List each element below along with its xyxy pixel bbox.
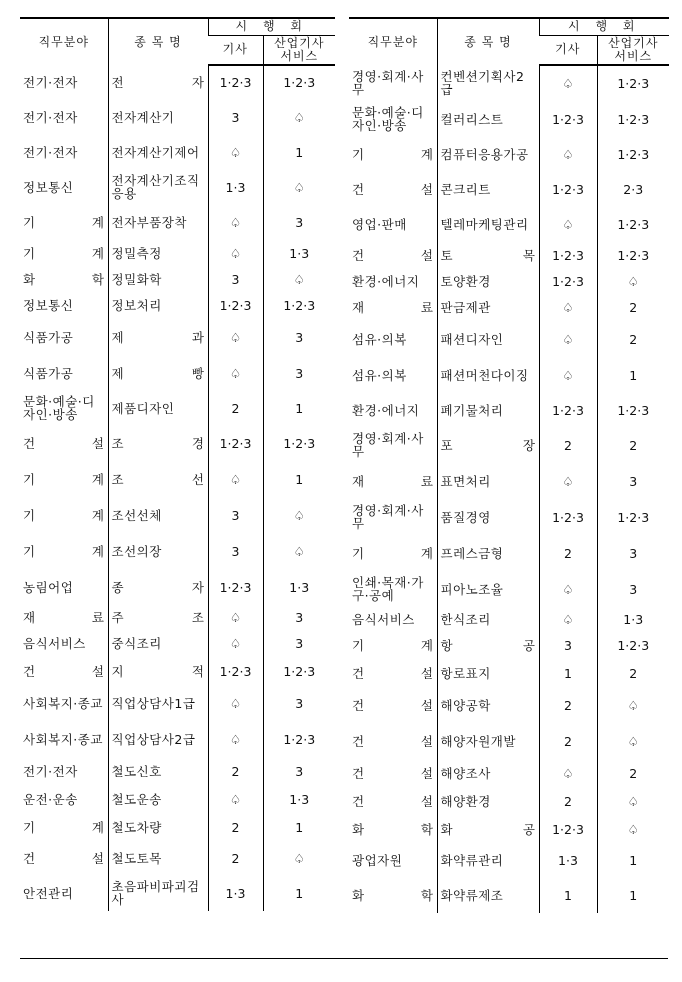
item-cell: 컬러리스트: [437, 101, 539, 137]
field-cell: 전기·전자: [23, 763, 78, 779]
industrial-cell: 1: [263, 391, 335, 425]
engineer-cell: 1: [539, 659, 597, 687]
item-cell: 화 공: [437, 815, 539, 843]
header-field: 직무분야: [349, 18, 437, 65]
item-cell: 조선의장: [108, 533, 208, 569]
field-cell: 문화·예술·디자인·방송: [352, 105, 424, 133]
engineer-cell: 1·3: [208, 169, 263, 205]
header-industrial: 산업기사 서비스: [263, 35, 335, 65]
industrial-cell: ♤: [597, 269, 669, 293]
item-cell: 품질경영: [437, 499, 539, 535]
field-cell: 재 료: [23, 609, 105, 625]
item-cell: 제 빵: [108, 355, 208, 391]
field-cell: 기 계: [23, 819, 105, 835]
table-row: [20, 721, 335, 757]
engineer-cell: ♤: [208, 355, 263, 391]
industrial-cell: 1·3: [597, 607, 669, 631]
field-cell: 경영·회계·사무: [352, 69, 424, 97]
table-row: [349, 499, 669, 535]
header-exam-group: 시 행 회: [208, 18, 335, 35]
field-cell: 농림어업: [23, 579, 74, 595]
engineer-cell: 1·2·3: [539, 393, 597, 427]
item-cell: 컴퓨터응용가공: [437, 137, 539, 171]
engineer-cell: 2: [208, 757, 263, 785]
table-row: [20, 135, 335, 169]
field-cell: 사회복지·종교: [23, 695, 103, 711]
engineer-cell: 3: [208, 533, 263, 569]
item-cell: 지 적: [108, 657, 208, 685]
table-row: [349, 65, 669, 101]
item-cell: 포 장: [437, 427, 539, 463]
engineer-cell: 2: [539, 787, 597, 815]
table-row: [20, 497, 335, 533]
engineer-cell: 3: [208, 99, 263, 135]
industrial-cell: 3: [597, 571, 669, 607]
table-row: [349, 101, 669, 137]
table-row: [20, 629, 335, 657]
header-item: 종 목 명: [108, 18, 208, 65]
header-field: 직무분야: [20, 18, 108, 65]
item-cell: 초음파비파괴검사: [108, 875, 208, 911]
industrial-cell: 3: [263, 605, 335, 629]
table-row: [349, 571, 669, 607]
item-cell: 한식조리: [437, 607, 539, 631]
header-engineer: 기사: [208, 35, 263, 65]
item-cell: 프레스금형: [437, 535, 539, 571]
engineer-cell: 2: [539, 427, 597, 463]
item-cell: 철도차량: [108, 813, 208, 841]
item-cell: 직업상담사1급: [108, 685, 208, 721]
industrial-cell: 1·2·3: [597, 393, 669, 427]
item-cell: 콘크리트: [437, 171, 539, 207]
industrial-cell: 1·3: [263, 785, 335, 813]
item-cell: 표면처리: [437, 463, 539, 499]
item-cell: 조 경: [108, 425, 208, 461]
field-cell: 건 설: [23, 850, 105, 866]
item-cell: 토양환경: [437, 269, 539, 293]
engineer-cell: ♤: [208, 605, 263, 629]
item-cell: 항 공: [437, 631, 539, 659]
table-row: [349, 357, 669, 393]
industrial-cell: ♤: [263, 497, 335, 533]
industrial-cell: 1·2·3: [597, 241, 669, 269]
engineer-cell: 1·2·3: [539, 815, 597, 843]
industrial-cell: 1: [263, 813, 335, 841]
engineer-cell: 1·2·3: [208, 425, 263, 461]
engineer-cell: ♤: [208, 721, 263, 757]
engineer-cell: ♤: [539, 137, 597, 171]
field-cell: 기 계: [352, 637, 434, 653]
engineer-cell: 1·2·3: [539, 241, 597, 269]
industrial-cell: 1·2·3: [597, 207, 669, 241]
table-row: [20, 169, 335, 205]
engineer-cell: 2: [539, 723, 597, 759]
table-row: [349, 241, 669, 269]
table-row: [349, 293, 669, 321]
field-cell: 전기·전자: [23, 74, 78, 90]
table-row: [20, 605, 335, 629]
table-row: [349, 137, 669, 171]
field-cell: 건 설: [352, 733, 434, 749]
engineer-cell: ♤: [539, 607, 597, 631]
table-row: [349, 815, 669, 843]
industrial-cell: 1: [263, 135, 335, 169]
industrial-cell: 1·2·3: [597, 137, 669, 171]
table-row: [20, 813, 335, 841]
table-row: [20, 685, 335, 721]
field-cell: 운전·운송: [23, 791, 78, 807]
item-cell: 패션디자인: [437, 321, 539, 357]
field-cell: 건 설: [23, 435, 105, 451]
engineer-cell: ♤: [539, 65, 597, 101]
table-row: [349, 631, 669, 659]
table-row: [349, 393, 669, 427]
table-row: [20, 99, 335, 135]
engineer-cell: ♤: [539, 463, 597, 499]
industrial-cell: ♤: [263, 99, 335, 135]
field-cell: 식품가공: [23, 365, 74, 381]
engineer-cell: 1·3: [208, 875, 263, 911]
field-cell: 환경·에너지: [352, 402, 420, 418]
engineer-cell: 1·2·3: [208, 291, 263, 319]
table-row: [349, 463, 669, 499]
engineer-cell: 1·2·3: [208, 569, 263, 605]
engineer-cell: 1·2·3: [539, 499, 597, 535]
header-engineer: 기사: [539, 35, 597, 65]
engineer-cell: ♤: [539, 357, 597, 393]
engineer-cell: 3: [539, 631, 597, 659]
industrial-cell: 1·2·3: [597, 101, 669, 137]
item-cell: 정밀화학: [108, 267, 208, 291]
engineer-cell: ♤: [208, 239, 263, 267]
table-row: [349, 269, 669, 293]
engineer-cell: ♤: [208, 135, 263, 169]
table-row: [349, 687, 669, 723]
table-row: [20, 841, 335, 875]
engineer-cell: 1·2·3: [539, 171, 597, 207]
industrial-cell: ♤: [263, 267, 335, 291]
header-industrial: 산업기사 서비스: [597, 35, 669, 65]
engineer-cell: ♤: [208, 685, 263, 721]
item-cell: 패션머천다이징: [437, 357, 539, 393]
item-cell: 토 목: [437, 241, 539, 269]
engineer-cell: 1·2·3: [539, 101, 597, 137]
item-cell: 제 과: [108, 319, 208, 355]
industrial-cell: 1·2·3: [263, 291, 335, 319]
table-row: [349, 659, 669, 687]
table-row: [20, 569, 335, 605]
industrial-cell: 3: [597, 463, 669, 499]
table-row: [20, 785, 335, 813]
field-cell: 기 계: [23, 543, 105, 559]
engineer-cell: ♤: [539, 293, 597, 321]
item-cell: 직업상담사2급: [108, 721, 208, 757]
industrial-cell: 2: [597, 293, 669, 321]
field-cell: 화 학: [352, 887, 434, 903]
field-cell: 기 계: [23, 245, 105, 261]
item-cell: 철도신호: [108, 757, 208, 785]
item-cell: 조선선체: [108, 497, 208, 533]
field-cell: 섬유·의복: [352, 331, 407, 347]
field-cell: 음식서비스: [352, 611, 415, 627]
field-cell: 기 계: [23, 507, 105, 523]
engineer-cell: ♤: [208, 319, 263, 355]
field-cell: 경영·회계·사무: [352, 431, 424, 459]
engineer-cell: 3: [208, 267, 263, 291]
item-cell: 주 조: [108, 605, 208, 629]
industrial-cell: 1·3: [263, 239, 335, 267]
engineer-cell: ♤: [208, 785, 263, 813]
industrial-cell: ♤: [263, 533, 335, 569]
item-cell: 판금제관: [437, 293, 539, 321]
industrial-cell: ♤: [597, 687, 669, 723]
item-cell: 전 자: [108, 65, 208, 99]
industrial-cell: ♤: [597, 787, 669, 815]
field-cell: 기 계: [23, 214, 105, 230]
bottom-rule: [20, 958, 668, 959]
item-cell: 정보처리: [108, 291, 208, 319]
engineer-cell: 3: [208, 497, 263, 533]
industrial-cell: 2: [597, 321, 669, 357]
industrial-cell: ♤: [597, 815, 669, 843]
item-cell: 철도토목: [108, 841, 208, 875]
table-row: [20, 461, 335, 497]
industrial-cell: 1·3: [263, 569, 335, 605]
table-row: [349, 723, 669, 759]
table-row: [349, 843, 669, 877]
header-exam-group: 시 행 회: [539, 18, 669, 35]
engineer-cell: 1: [539, 877, 597, 913]
field-cell: 광업자원: [352, 852, 403, 868]
engineer-cell: 2: [208, 391, 263, 425]
industrial-cell: ♤: [597, 723, 669, 759]
field-cell: 기 계: [352, 545, 434, 561]
table-row: [20, 355, 335, 391]
field-cell: 영업·판매: [352, 216, 407, 232]
industrial-cell: ♤: [263, 169, 335, 205]
industrial-cell: 1: [263, 461, 335, 497]
table-row: [20, 291, 335, 319]
engineer-cell: ♤: [539, 321, 597, 357]
field-cell: 환경·에너지: [352, 273, 420, 289]
engineer-cell: 2: [208, 841, 263, 875]
field-cell: 재 료: [352, 299, 434, 315]
header-item: 종 목 명: [437, 18, 539, 65]
field-cell: 화 학: [23, 271, 105, 287]
field-cell: 건 설: [352, 247, 434, 263]
industrial-cell: 2·3: [597, 171, 669, 207]
left-exam-table: [20, 17, 335, 911]
field-cell: 전기·전자: [23, 144, 78, 160]
industrial-cell: 1: [597, 843, 669, 877]
item-cell: 피아노조율: [437, 571, 539, 607]
industrial-cell: 2: [597, 427, 669, 463]
table-row: [20, 533, 335, 569]
industrial-cell: 1·2·3: [597, 499, 669, 535]
table-row: [20, 391, 335, 425]
table-row: [349, 787, 669, 815]
field-cell: 건 설: [352, 665, 434, 681]
engineer-cell: 2: [539, 535, 597, 571]
table-row: [349, 427, 669, 463]
table-row: [349, 321, 669, 357]
engineer-cell: 1·2·3: [539, 269, 597, 293]
item-cell: 해양공학: [437, 687, 539, 723]
item-cell: 전자부품장착: [108, 205, 208, 239]
engineer-cell: ♤: [208, 205, 263, 239]
item-cell: 텔레마케팅관리: [437, 207, 539, 241]
industrial-cell: 2: [597, 759, 669, 787]
field-cell: 정보통신: [23, 297, 74, 313]
item-cell: 항로표지: [437, 659, 539, 687]
industrial-cell: 1: [263, 875, 335, 911]
item-cell: 종 자: [108, 569, 208, 605]
industrial-cell: 1·2·3: [263, 721, 335, 757]
field-cell: 화 학: [352, 821, 434, 837]
industrial-cell: 1: [597, 357, 669, 393]
industrial-cell: 3: [263, 355, 335, 391]
table-row: [20, 657, 335, 685]
field-cell: 식품가공: [23, 329, 74, 345]
field-cell: 사회복지·종교: [23, 731, 103, 747]
field-cell: 기 계: [23, 471, 105, 487]
table-row: [20, 319, 335, 355]
industrial-cell: 3: [263, 685, 335, 721]
industrial-cell: 2: [597, 659, 669, 687]
engineer-cell: 2: [208, 813, 263, 841]
field-cell: 건 설: [352, 765, 434, 781]
engineer-cell: ♤: [539, 759, 597, 787]
item-cell: 철도운송: [108, 785, 208, 813]
engineer-cell: 1·2·3: [208, 65, 263, 99]
table-row: [349, 535, 669, 571]
industrial-cell: 3: [263, 757, 335, 785]
table-row: [20, 875, 335, 911]
industrial-cell: 1·2·3: [263, 65, 335, 99]
table-row: [20, 267, 335, 291]
item-cell: 폐기물처리: [437, 393, 539, 427]
engineer-cell: 2: [539, 687, 597, 723]
industrial-cell: 3: [597, 535, 669, 571]
right-exam-table: [349, 17, 669, 913]
table-row: [20, 239, 335, 267]
industrial-cell: 3: [263, 319, 335, 355]
table-row: [349, 877, 669, 913]
field-cell: 경영·회계·사무: [352, 503, 424, 531]
item-cell: 조 선: [108, 461, 208, 497]
industrial-cell: 1: [597, 877, 669, 913]
table-row: [349, 759, 669, 787]
item-cell: 화약류관리: [437, 843, 539, 877]
engineer-cell: ♤: [539, 207, 597, 241]
field-cell: 안전관리: [23, 885, 74, 901]
item-cell: 해양환경: [437, 787, 539, 815]
item-cell: 중식조리: [108, 629, 208, 657]
item-cell: 해양조사: [437, 759, 539, 787]
field-cell: 건 설: [23, 663, 105, 679]
field-cell: 재 료: [352, 473, 434, 489]
table-row: [20, 65, 335, 99]
item-cell: 제품디자인: [108, 391, 208, 425]
item-cell: 해양자원개발: [437, 723, 539, 759]
industrial-cell: 1·2·3: [597, 65, 669, 101]
engineer-cell: ♤: [208, 461, 263, 497]
field-cell: 건 설: [352, 181, 434, 197]
industrial-cell: ♤: [263, 841, 335, 875]
item-cell: 화약류제조: [437, 877, 539, 913]
table-row: [20, 425, 335, 461]
item-cell: 컨벤션기획사2급: [437, 65, 539, 101]
item-cell: 정밀측정: [108, 239, 208, 267]
field-cell: 기 계: [352, 146, 434, 162]
engineer-cell: 1·3: [539, 843, 597, 877]
field-cell: 음식서비스: [23, 635, 86, 651]
field-cell: 건 설: [352, 793, 434, 809]
table-row: [349, 207, 669, 241]
engineer-cell: 1·2·3: [208, 657, 263, 685]
table-row: [349, 607, 669, 631]
industrial-cell: 1·2·3: [263, 425, 335, 461]
item-cell: 전자계산기: [108, 99, 208, 135]
field-cell: 인쇄·목재·가구·공예: [352, 575, 424, 603]
field-cell: 건 설: [352, 697, 434, 713]
item-cell: 전자계산기제어: [108, 135, 208, 169]
industrial-cell: 3: [263, 205, 335, 239]
industrial-cell: 1·2·3: [597, 631, 669, 659]
table-row: [349, 171, 669, 207]
item-cell: 전자계산기조직응용: [108, 169, 208, 205]
table-row: [20, 205, 335, 239]
engineer-cell: ♤: [208, 629, 263, 657]
industrial-cell: 1·2·3: [263, 657, 335, 685]
field-cell: 정보통신: [23, 179, 74, 195]
field-cell: 전기·전자: [23, 109, 78, 125]
industrial-cell: 3: [263, 629, 335, 657]
field-cell: 문화·예술·디자인·방송: [23, 394, 95, 422]
engineer-cell: ♤: [539, 571, 597, 607]
field-cell: 섬유·의복: [352, 367, 407, 383]
table-row: [20, 757, 335, 785]
